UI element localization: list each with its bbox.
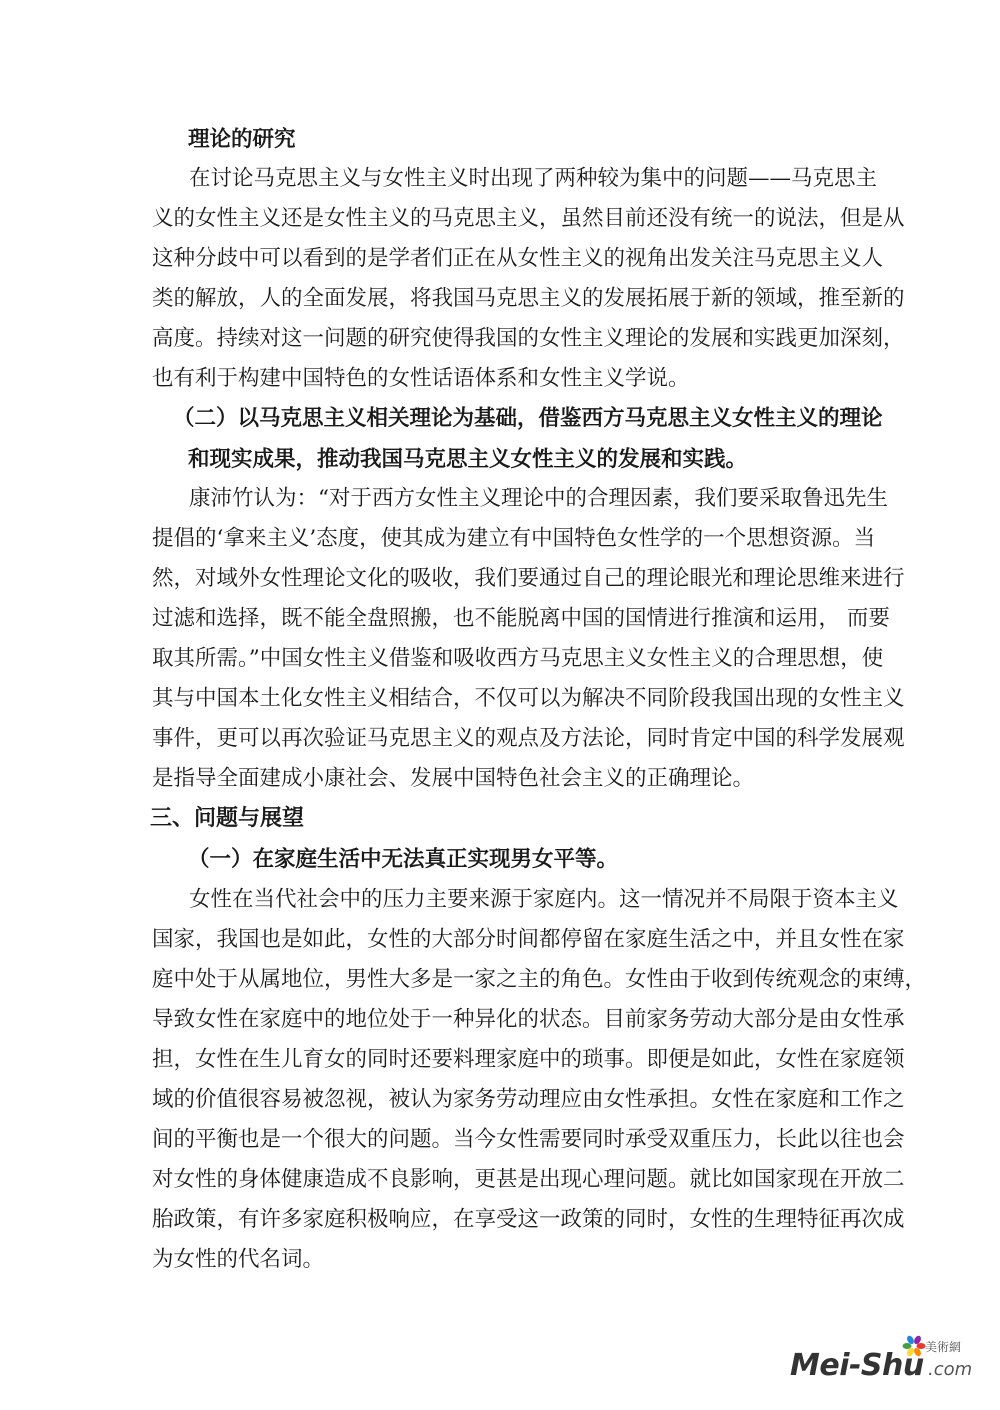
paragraph-2-line: 取其所需。”中国女性主义借鉴和吸收西方马克思主义女性主义的合理思想，使 [152, 646, 884, 671]
paragraph-1-line: 也有利于构建中国特色的女性话语体系和女性主义学说。 [152, 366, 690, 391]
watermark-logo [790, 1340, 980, 1390]
paragraph-2-line: 然，对域外女性理论文化的吸收，我们要通过自己的理论眼光和理论思维来进行 [152, 566, 905, 591]
paragraph-3-line: 庭中处于从属地位，男性大多是一家之主的角色。女性由于收到传统观念的束缚， [152, 967, 927, 992]
paragraph-3-line: 胎政策，有许多家庭积极响应，在享受这一政策的同时，女性的生理特征再次成 [152, 1207, 905, 1232]
paragraph-1-line: 义的女性主义还是女性主义的马克思主义，虽然目前还没有统一的说法，但是从 [152, 206, 905, 231]
watermark-chinese-name: 美術網 [925, 1340, 962, 1354]
paragraph-2-line: 提倡的‘拿来主义’态度，使其成为建立有中国特色女性学的一个思想资源。当 [152, 526, 876, 551]
paragraph-1-line: 在讨论马克思主义与女性主义时出现了两种较为集中的问题——马克思主 [189, 166, 878, 191]
paragraph-3-line: 国家，我国也是如此，女性的大部分时间都停留在家庭生活之中，并且女性在家 [152, 927, 905, 952]
subheading-2-line: （二）以马克思主义相关理论为基础，借鉴西方马克思主义女性主义的理论 [173, 406, 883, 431]
paragraph-3-line: 域的价值很容易被忽视，被认为家务劳动理应由女性承担。女性在家庭和工作之 [152, 1087, 905, 1112]
paragraph-1-line: 这种分歧中可以看到的是学者们正在从女性主义的视角出发关注马克思主义人 [152, 246, 884, 271]
paragraph-2-line: 事件，更可以再次验证马克思主义的观点及方法论，同时肯定中国的科学发展观 [152, 726, 905, 751]
paragraph-3-line: 担，女性在生儿育女的同时还要料理家庭中的琐事。即便是如此，女性在家庭领 [152, 1047, 905, 1072]
section-3-heading: 三、问题与展望 [150, 806, 305, 831]
paragraph-1-line: 高度。持续对这一问题的研究使得我国的女性主义理论的发展和实践更加深刻， [152, 326, 905, 351]
paragraph-2-line: 康沛竹认为：“对于西方女性主义理论中的合理因素，我们要采取鲁迅先生 [189, 486, 888, 511]
paragraph-3-line: 导致女性在家庭中的地位处于一种异化的状态。目前家务劳动大部分是由女性承 [152, 1007, 905, 1032]
paragraph-3-line: 间的平衡也是一个很大的问题。当今女性需要同时承受双重压力，长此以往也会 [152, 1127, 905, 1152]
section-heading-continued: 理论的研究 [188, 127, 296, 152]
watermark-domain: .com [928, 1359, 973, 1380]
paragraph-3-line: 为女性的代名词。 [152, 1247, 325, 1272]
paragraph-2-line: 其与中国本土化女性主义相结合，不仅可以为解决不同阶段我国出现的女性主义 [152, 686, 905, 711]
paragraph-2-line: 过滤和选择，既不能全盘照搬，也不能脱离中国的国情进行推演和运用， 而要 [152, 606, 890, 631]
paragraph-2-line: 是指导全面建成小康社会、发展中国特色社会主义的正确理论。 [152, 766, 755, 791]
paragraph-3-line: 对女性的身体健康造成不良影响，更甚是出现心理问题。就比如国家现在开放二 [152, 1167, 905, 1192]
paragraph-1-line: 类的解放，人的全面发展，将我国马克思主义的发展拓展于新的领域，推至新的 [152, 286, 905, 311]
watermark-brand: Mei-Shu [790, 1348, 924, 1383]
subheading-2-line: 和现实成果，推动我国马克思主义女性主义的发展和实践。 [188, 447, 748, 472]
paragraph-3-line: 女性在当代社会中的压力主要来源于家庭内。这一情况并不局限于资本主义 [189, 887, 899, 912]
subheading-3-1: （一）在家庭生活中无法真正实现男女平等。 [188, 847, 619, 872]
